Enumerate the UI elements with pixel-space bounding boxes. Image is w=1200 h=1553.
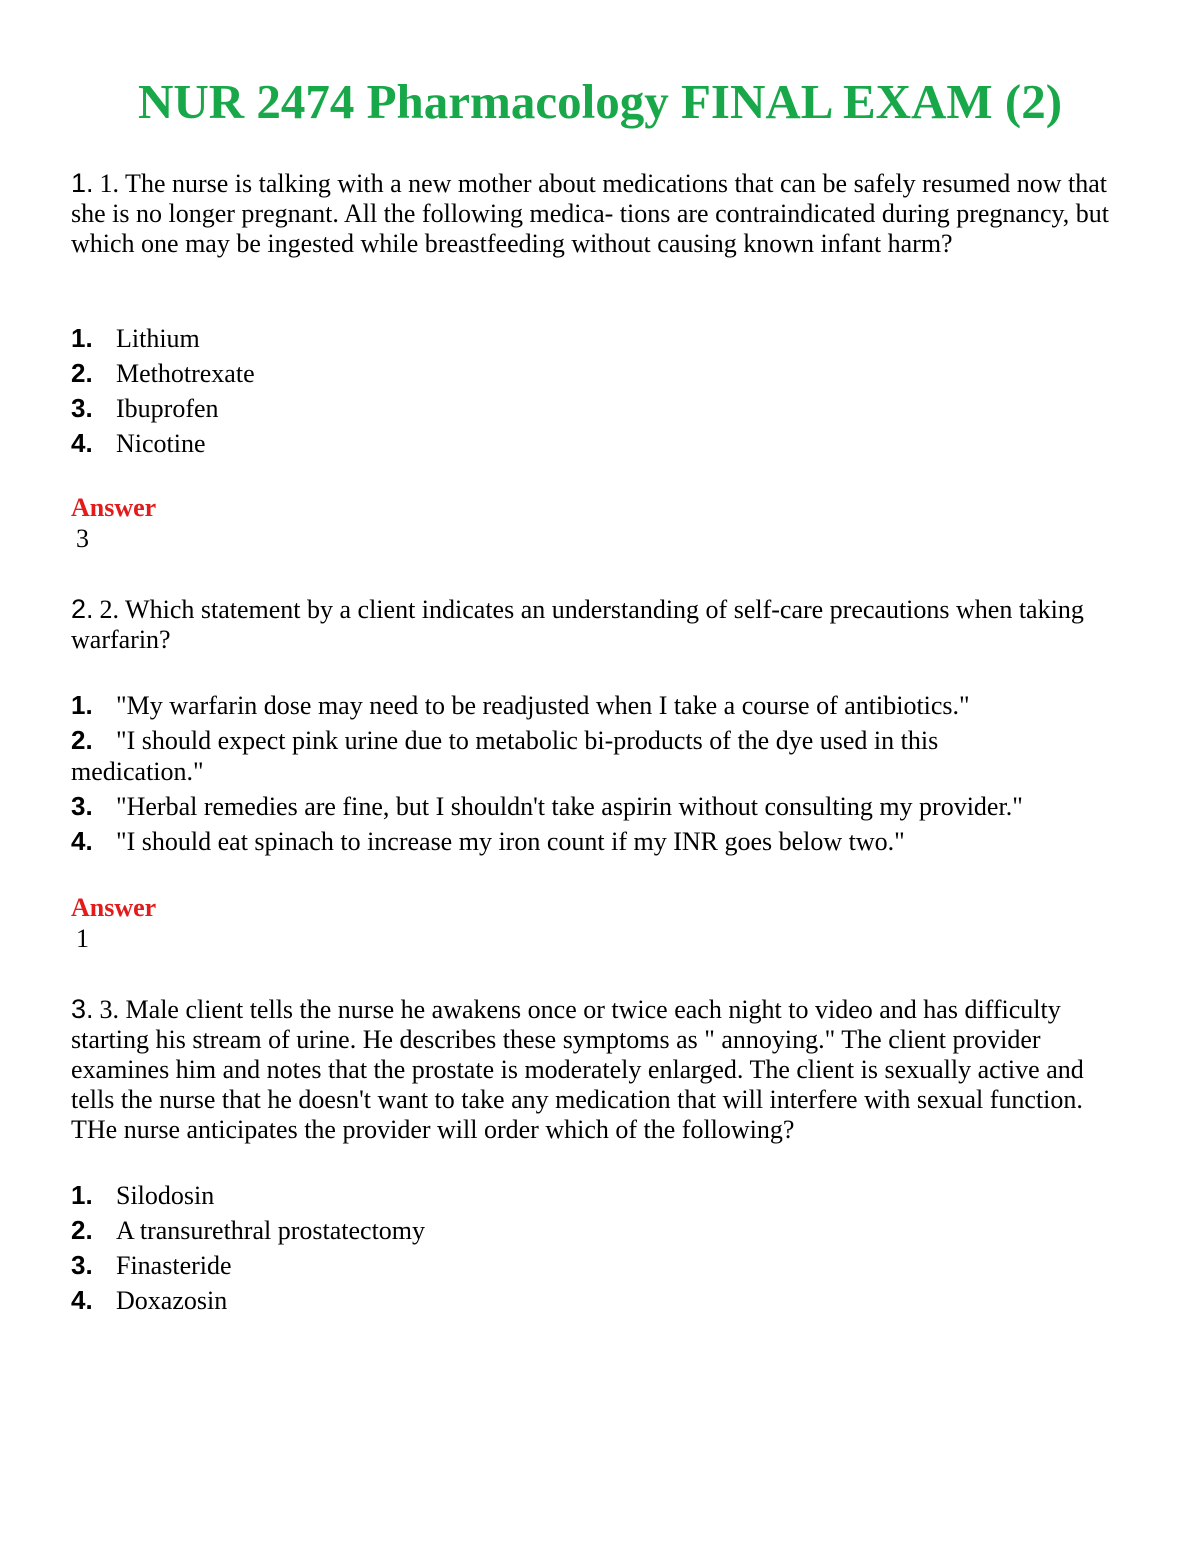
option-number: 3. [71,791,93,821]
list-item [71,391,1151,426]
question-3-text [71,994,1121,1145]
option-number: 4. [71,428,93,458]
question-2-text [71,594,1131,655]
question-number: 1. [71,168,94,198]
question-body: 1. The nurse is talking with a new mother about medications that can be safely resumed now that she is no longer pregnant. All the following medica- tions are contraindicated during pregnancy, but which one may be ingested while breastfeeding without causing known infant harm? [71,169,1110,258]
question-1-text [71,168,1131,259]
option-number: 4. [71,1285,93,1315]
option-text: A transurethral prostatectomy [116,1216,426,1245]
answer-label: Answer [71,893,157,922]
option-text: "I should eat spinach to increase my iron count if my INR goes below two." [116,827,905,856]
option-number: 2. [71,1215,93,1245]
option-text: Lithium [116,324,200,353]
option-text: Doxazosin [116,1286,228,1315]
option-number: 4. [71,826,93,856]
option-text: Finasteride [116,1251,232,1280]
answer-value: 3 [76,524,89,553]
option-number: 3. [71,393,93,423]
option-text: Methotrexate [116,359,255,388]
question-number: 3. [71,994,94,1024]
answer-label: Answer [71,493,157,522]
list-item [71,824,1151,859]
list-item [71,1283,1151,1318]
question-2-options [71,688,1151,859]
document-title: NUR 2474 Pharmacology FINAL EXAM (2) [137,74,1063,129]
option-number: 1. [71,690,93,720]
option-text: Nicotine [116,429,206,458]
option-text: "I should expect pink urine due to metabolic bi-products of the dye used in this medication." [71,726,939,786]
option-text: Ibuprofen [116,394,219,423]
question-number: 2. [71,594,94,624]
list-item [71,723,991,789]
option-number: 1. [71,1180,93,1210]
option-number: 3. [71,1250,93,1280]
option-number: 2. [71,725,93,755]
list-item [71,688,1151,723]
question-body: 2. Which statement by a client indicates an understanding of self-care precautions when taking warfarin? [71,595,1084,654]
option-text: "My warfarin dose may need to be readjusted when I take a course of antibiotics." [116,691,970,720]
question-body: 3. Male client tells the nurse he awakens once or twice each night to video and has difficulty starting his stream of urine. He describes these symptoms as " annoying." The client provider examines him and notes that the prostate is moderately enlarged. The client is sexually active and tells the nurse that he doesn't want to take any medication that will interfere with sexual function. THe nurse anticipates the provider will order which of the following? [71,995,1084,1144]
list-item [71,321,1151,356]
option-text: "Herbal remedies are fine, but I shouldn't take aspirin without consulting my provider." [116,792,1023,821]
list-item [71,789,1151,824]
list-item [71,1213,1151,1248]
list-item [71,426,1151,461]
question-1-options [71,321,1151,461]
list-item [71,1248,1151,1283]
option-number: 2. [71,358,93,388]
option-text: Silodosin [116,1181,215,1210]
question-3-options [71,1178,1151,1318]
option-number: 1. [71,323,93,353]
list-item [71,1178,1151,1213]
list-item [71,356,1151,391]
answer-value: 1 [76,924,89,953]
